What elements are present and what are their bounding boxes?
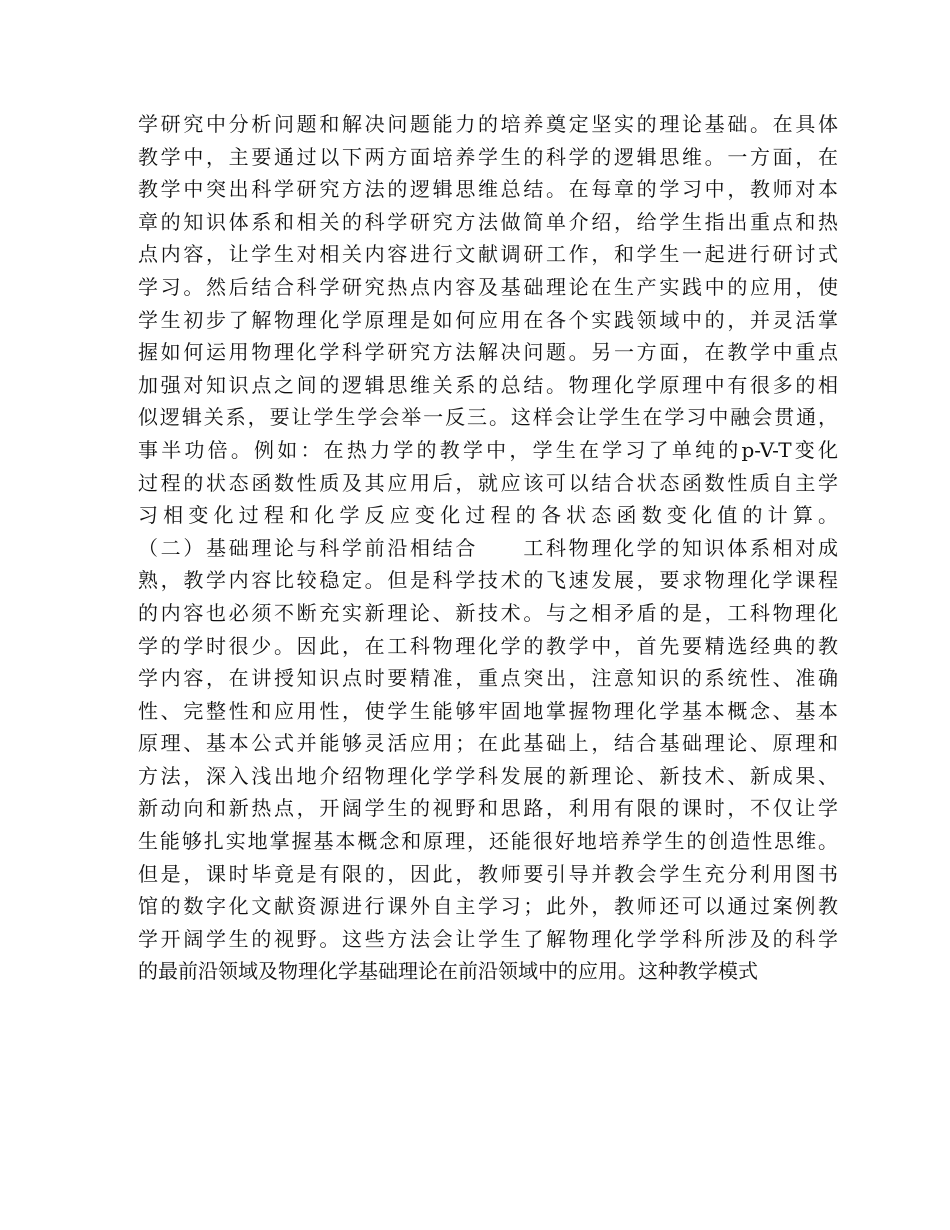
text-line-2: 教学中，主要通过以下两方面培养学生的科学的逻辑思维。一方面，在 <box>138 144 838 169</box>
text-line-24: 但是，课时毕竟是有限的，因此，教师要引导并教会学生充分利用图书 <box>138 861 838 886</box>
text-line-3: 教学中突出科学研究方法的逻辑思维总结。在每章的学习中，教师对本 <box>138 177 838 202</box>
text-line-19: 性、完整性和应用性，使学生能够牢固地掌握物理化学基本概念、基本 <box>138 698 838 723</box>
text-line-11: 事半功倍。例如：在热力学的教学中，学生在学习了单纯的p-V-T变化 <box>138 437 838 462</box>
text-line-9: 加强对知识点之间的逻辑思维关系的总结。物理化学原理中有很多的相 <box>138 372 838 397</box>
text-line-1: 学研究中分析问题和解决问题能力的培养奠定坚实的理论基础。在具体 <box>138 112 838 136</box>
text-line-15: 熟，教学内容比较稳定。但是科学技术的飞速发展，要求物理化学课程 <box>138 568 838 593</box>
text-line-5: 点内容，让学生对相关内容进行文献调研工作，和学生一起进行研讨式 <box>138 242 838 267</box>
text-line-27: 的最前沿领域及物理化学基础理论在前沿领域中的应用。这种教学模式 <box>138 959 758 984</box>
text-line-4: 章的知识体系和相关的科学研究方法做简单介绍，给学生指出重点和热 <box>138 209 838 234</box>
text-line-25: 馆的数字化文献资源进行课外自主学习；此外，教师还可以通过案例教 <box>138 894 838 919</box>
text-line-10: 似逻辑关系，要让学生学会举一反三。这样会让学生在学习中融会贯通， <box>138 405 838 430</box>
text-line-6: 学习。然后结合科学研究热点内容及基础理论在生产实践中的应用，使 <box>138 274 838 299</box>
text-line-23: 生能够扎实地掌握基本概念和原理，还能很好地培养学生的创造性思维。 <box>138 829 838 854</box>
text-line-20: 原理、基本公式并能够灵活应用；在此基础上，结合基础理论、原理和 <box>138 731 838 756</box>
text-line-21: 方法，深入浅出地介绍物理化学学科发展的新理论、新技术、新成果、 <box>138 763 838 788</box>
text-line-22: 新动向和新热点，开阔学生的视野和思路，利用有限的课时，不仅让学 <box>138 796 838 821</box>
text-line-26: 学开阔学生的视野。这些方法会让学生了解物理化学学科所涉及的科学 <box>138 926 838 951</box>
text-line-17: 学的学时很少。因此，在工科物理化学的教学中，首先要精选经典的教 <box>138 633 838 658</box>
text-line-7: 学生初步了解物理化学原理是如何应用在各个实践领域中的，并灵活掌 <box>138 307 838 332</box>
body-text <box>138 108 838 988</box>
text-line-12: 过程的状态函数性质及其应用后，就应该可以结合状态函数性质自主学 <box>138 470 838 495</box>
text-line-8: 握如何运用物理化学科学研究方法解决问题。另一方面，在教学中重点 <box>138 340 838 365</box>
text-line-18: 学内容，在讲授知识点时要精准，重点突出，注意知识的系统性、准确 <box>138 666 838 691</box>
text-line-13: 习相变化过程和化学反应变化过程的各状态函数变化值的计算。 <box>138 503 838 528</box>
text-line-16: 的内容也必须不断充实新理论、新技术。与之相矛盾的是，工科物理化 <box>138 600 838 625</box>
text-line-14: （二）基础理论与科学前沿相结合 工科物理化学的知识体系相对成 <box>138 535 838 560</box>
